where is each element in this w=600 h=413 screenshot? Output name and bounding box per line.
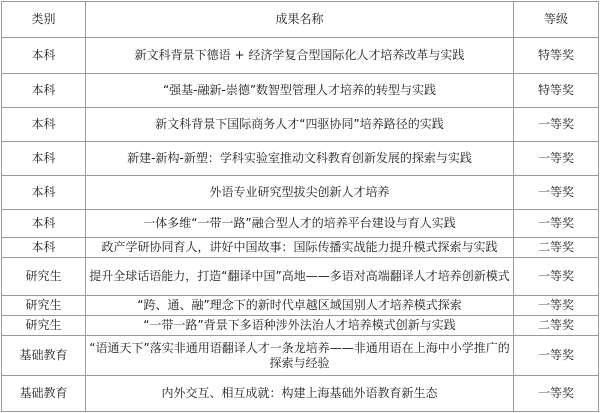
awards-table xyxy=(1,1,599,412)
cell-name: 新建-新构-新塑：学科实验室推动文科教育创新发展的探索与实践 xyxy=(86,142,514,176)
cell-category: 基础教育 xyxy=(2,376,86,412)
cell-category: 基础教育 xyxy=(2,336,86,376)
header-category: 类别 xyxy=(2,2,86,38)
table-row xyxy=(2,238,599,258)
cell-level: 特等奖 xyxy=(514,74,599,108)
cell-level: 特等奖 xyxy=(514,38,599,74)
cell-category: 本科 xyxy=(2,74,86,108)
table-row xyxy=(2,316,599,336)
cell-level: 一等奖 xyxy=(514,108,599,142)
header-name: 成果名称 xyxy=(86,2,514,38)
table-row xyxy=(2,258,599,296)
cell-level: 二等奖 xyxy=(514,238,599,258)
cell-category: 本科 xyxy=(2,142,86,176)
cell-level: 二等奖 xyxy=(514,316,599,336)
cell-category: 研究生 xyxy=(2,316,86,336)
table-row xyxy=(2,296,599,316)
cell-name: 外语专业研究型拔尖创新人才培养 xyxy=(86,176,514,210)
cell-name: 内外交互、相互成就：构建上海基础外语教育新生态 xyxy=(86,376,514,412)
table-row xyxy=(2,336,599,376)
table-row xyxy=(2,376,599,412)
cell-level: 一等奖 xyxy=(514,258,599,296)
cell-name: 政产学研协同育人，讲好中国故事：国际传播实战能力提升模式探索与实践 xyxy=(86,238,514,258)
cell-level: 一等奖 xyxy=(514,376,599,412)
table-row xyxy=(2,176,599,210)
cell-category: 本科 xyxy=(2,210,86,238)
table-row xyxy=(2,108,599,142)
cell-level: 一等奖 xyxy=(514,176,599,210)
cell-category: 本科 xyxy=(2,176,86,210)
cell-level: 一等奖 xyxy=(514,296,599,316)
header-level: 等级 xyxy=(514,2,599,38)
cell-name: “语通天下”落实非通用语翻译人才一条龙培养——非通用语在上海中小学推广的探索与经验 xyxy=(86,336,514,376)
cell-name: “强基-融新-崇德”数智型管理人才培养的转型与实践 xyxy=(86,74,514,108)
cell-level: 一等奖 xyxy=(514,336,599,376)
header-row xyxy=(2,2,599,38)
cell-name: “跨、通、融”理念下的新时代卓越区域国别人才培养模式探索 xyxy=(86,296,514,316)
table-row xyxy=(2,38,599,74)
table-row xyxy=(2,142,599,176)
cell-name: “一带一路”背景下多语种涉外法治人才培养模式创新与实践 xyxy=(86,316,514,336)
cell-category: 本科 xyxy=(2,108,86,142)
cell-name: 提升全球话语能力，打造“翻译中国”高地——多语对高端翻译人才培养创新模式 xyxy=(86,258,514,296)
cell-level: 一等奖 xyxy=(514,142,599,176)
cell-name: 新文科背景下国际商务人才“四驱协同”培养路径的实践 xyxy=(86,108,514,142)
cell-category: 本科 xyxy=(2,238,86,258)
cell-category: 研究生 xyxy=(2,258,86,296)
cell-name: 一体多维“一带一路”融合型人才的培养平台建设与育人实践 xyxy=(86,210,514,238)
table-row xyxy=(2,74,599,108)
cell-category: 研究生 xyxy=(2,296,86,316)
cell-level: 一等奖 xyxy=(514,210,599,238)
cell-category: 本科 xyxy=(2,38,86,74)
table-row xyxy=(2,210,599,238)
cell-name: 新文科背景下德语 + 经济学复合型国际化人才培养改革与实践 xyxy=(86,38,514,74)
